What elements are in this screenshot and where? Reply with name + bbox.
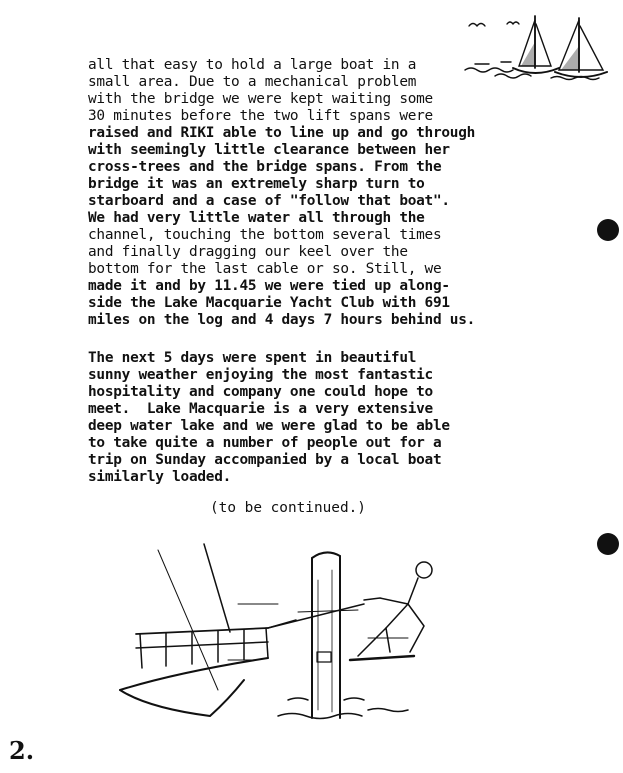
text-line: We had very little water all through the [88,210,425,226]
text-line: 30 minutes before the two lift spans were [88,108,433,124]
text-line: to take quite a number of people out for a [88,435,442,451]
text-line: sunny weather enjoying the most fantastic [88,367,433,383]
text-line: all that easy to hold a large boat in a [88,57,417,73]
sailboats-illustration [455,12,615,82]
punch-hole [597,219,619,241]
text-line: The next 5 days were spent in beautiful [88,350,417,366]
text-line: raised and RIKI able to line up and go through [88,125,476,141]
text-line: and finally dragging our keel over the [88,244,408,260]
text-line: meet. Lake Macquarie is a very extensive [88,401,433,417]
text-line: starboard and a case of "follow that boat". [88,193,450,209]
paragraph-2 [88,350,450,486]
text-line: bridge it was an extremely sharp turn to [88,176,425,192]
text-line: side the Lake Macquarie Yacht Club with 691 [88,295,450,311]
page-number: 2. [9,736,35,765]
paragraph-1 [88,57,475,329]
text-line: channel, touching the bottom several times [88,227,442,243]
punch-hole [597,533,619,555]
to-be-continued-note: (to be continued.) [210,500,366,516]
text-line: miles on the log and 4 days 7 hours behind us. [88,312,476,328]
water-skier-illustration [118,540,453,730]
text-line: small area. Due to a mechanical problem [88,74,417,90]
text-line: with the bridge we were kept waiting some [88,91,433,107]
text-line: hospitality and company one could hope to [88,384,433,400]
text-line: bottom for the last cable or so. Still, we [88,261,442,277]
text-line: made it and by 11.45 we were tied up along- [88,278,450,294]
text-line: deep water lake and we were glad to be able [88,418,450,434]
text-line: with seemingly little clearance between her [88,142,450,158]
text-line: trip on Sunday accompanied by a local boat [88,452,442,468]
text-line: cross-trees and the bridge spans. From the [88,159,442,175]
text-line: similarly loaded. [88,469,232,485]
